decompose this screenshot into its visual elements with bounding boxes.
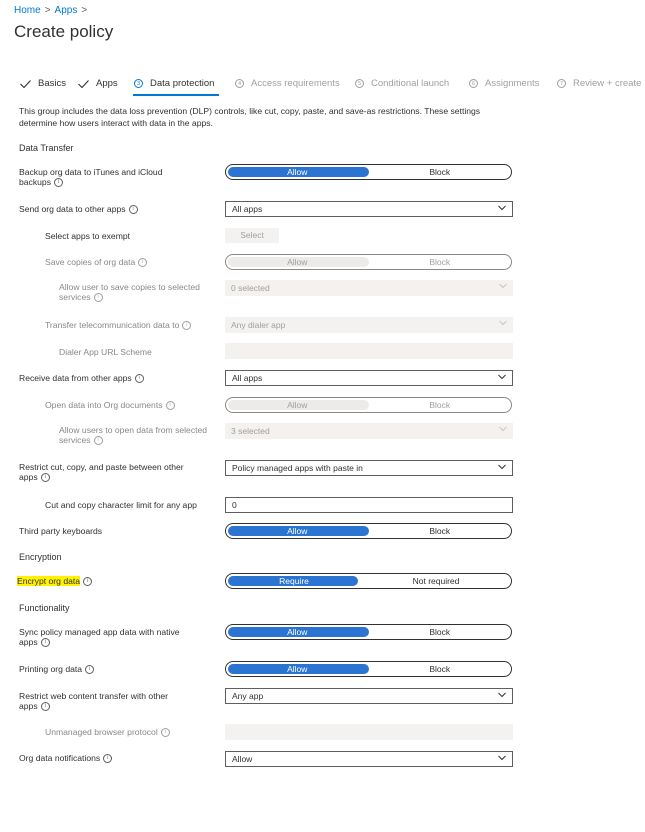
telecom-label xyxy=(45,320,191,330)
tab-label: Data protection xyxy=(150,78,215,89)
sync-label xyxy=(19,627,194,647)
notifications-dropdown[interactable] xyxy=(225,751,513,767)
info-icon[interactable]: i xyxy=(161,728,170,737)
receive-dropdown[interactable] xyxy=(225,370,513,386)
receive-label xyxy=(19,373,144,383)
tab-access-requirements[interactable] xyxy=(235,78,340,89)
breadcrumb-apps-link[interactable]: Apps xyxy=(54,5,78,16)
dropdown-value: Any dialer app xyxy=(231,320,286,330)
breadcrumb-home-link[interactable]: Home xyxy=(14,5,41,16)
dropdown-value: Allow xyxy=(232,754,253,764)
toggle-option-block[interactable]: Block xyxy=(429,167,451,177)
dropdown-value: All apps xyxy=(232,204,263,214)
receive-label-text: Receive data from other apps xyxy=(19,373,132,383)
open-into-label xyxy=(45,400,175,410)
restrict-ccp-label-text: Restrict cut, copy, and paste between other apps xyxy=(19,462,184,482)
chevron-down-icon xyxy=(499,283,507,289)
allow-save-dropdown[interactable] xyxy=(225,280,513,296)
restrict-ccp-dropdown[interactable] xyxy=(225,460,513,476)
chevron-right-icon: > xyxy=(81,5,88,16)
step-number: 5 xyxy=(355,79,364,88)
dropdown-value: 3 selected xyxy=(231,426,270,436)
allow-open-dropdown[interactable] xyxy=(225,423,513,439)
chevron-down-icon xyxy=(499,426,507,432)
info-icon[interactable]: i xyxy=(166,401,175,410)
info-icon[interactable]: i xyxy=(103,754,112,763)
encrypt-label xyxy=(17,576,92,586)
dropdown-value: 0 selected xyxy=(231,283,270,293)
tab-apps[interactable] xyxy=(78,78,118,89)
toggle-option-allow[interactable]: Allow xyxy=(287,664,308,674)
toggle-option-block[interactable]: Block xyxy=(429,400,451,410)
web-content-label-text: Restrict web content transfer with other apps xyxy=(19,691,169,711)
backup-label-text: Backup org data to iTunes and iCloud backups xyxy=(19,167,163,187)
notifications-label xyxy=(19,753,112,763)
info-icon[interactable]: i xyxy=(94,436,103,445)
info-icon[interactable]: i xyxy=(41,638,50,647)
active-tab-indicator xyxy=(133,94,219,96)
chevron-down-icon xyxy=(498,692,506,698)
web-content-dropdown[interactable] xyxy=(225,688,513,704)
toggle-option-block[interactable]: Block xyxy=(429,257,451,267)
chevron-down-icon xyxy=(498,464,506,470)
info-icon[interactable]: i xyxy=(182,321,191,330)
toggle-option-not-required[interactable]: Not required xyxy=(412,576,460,586)
allow-open-label-text: Allow users to open data from selected services xyxy=(59,425,208,445)
send-label-text: Send org data to other apps xyxy=(19,204,126,214)
section-heading-data-transfer: Data Transfer xyxy=(19,143,74,153)
dialer-label: Dialer App URL Scheme xyxy=(59,347,152,357)
sync-label-text: Sync policy managed app data with native apps xyxy=(19,627,180,647)
restrict-ccp-label xyxy=(19,462,194,482)
save-copies-toggle[interactable] xyxy=(225,254,512,270)
info-icon[interactable]: i xyxy=(135,374,144,383)
checkmark-icon xyxy=(20,80,31,88)
chevron-down-icon xyxy=(498,755,506,761)
notifications-label-text: Org data notifications xyxy=(19,753,101,763)
char-limit-input[interactable]: 0 xyxy=(225,497,513,513)
tab-label: Assignments xyxy=(485,78,540,89)
info-icon[interactable]: i xyxy=(94,293,103,302)
info-icon[interactable]: i xyxy=(54,178,63,187)
telecom-dropdown[interactable] xyxy=(225,317,513,333)
toggle-option-allow[interactable]: Allow xyxy=(287,627,308,637)
toggle-option-allow[interactable]: Allow xyxy=(287,526,308,536)
save-copies-label xyxy=(45,257,147,267)
encrypt-label-text: Encrypt org data xyxy=(17,576,81,586)
info-icon[interactable]: i xyxy=(83,577,92,586)
tab-basics[interactable] xyxy=(20,78,66,89)
wizard-steps xyxy=(14,78,645,92)
tab-conditional-launch[interactable] xyxy=(355,78,449,89)
save-copies-label-text: Save copies of org data xyxy=(45,257,136,267)
tab-data-protection[interactable] xyxy=(134,78,214,89)
select-apps-button[interactable]: Select xyxy=(225,228,279,243)
tab-assignments[interactable] xyxy=(469,78,539,89)
dialer-url-input[interactable] xyxy=(225,343,513,359)
tab-label: Basics xyxy=(38,78,66,89)
char-limit-label: Cut and copy character limit for any app xyxy=(45,500,197,510)
browser-protocol-label-text: Unmanaged browser protocol xyxy=(45,727,158,737)
browser-protocol-label xyxy=(45,727,170,737)
chevron-down-icon xyxy=(498,205,506,211)
printing-label-text: Printing org data xyxy=(19,664,83,674)
step-number: 7 xyxy=(557,79,566,88)
telecom-label-text: Transfer telecommunication data to xyxy=(45,320,180,330)
printing-label xyxy=(19,664,94,674)
section-heading-functionality: Functionality xyxy=(19,603,70,613)
tab-label: Review + create xyxy=(573,78,642,89)
backup-toggle[interactable] xyxy=(225,164,512,180)
info-icon[interactable]: i xyxy=(138,258,147,267)
keyboards-label: Third party keyboards xyxy=(19,526,103,536)
step-number: 3 xyxy=(134,79,143,88)
info-icon[interactable]: i xyxy=(129,205,138,214)
tab-label: Conditional launch xyxy=(371,78,450,89)
open-into-label-text: Open data into Org documents xyxy=(45,400,163,410)
dropdown-value: Policy managed apps with paste in xyxy=(232,463,363,473)
exempt-label: Select apps to exempt xyxy=(45,231,131,241)
checkmark-icon xyxy=(78,80,89,88)
chevron-right-icon: > xyxy=(44,5,51,16)
toggle-option-allow[interactable]: Allow xyxy=(287,400,308,410)
step-number: 4 xyxy=(235,79,244,88)
send-dropdown[interactable] xyxy=(225,201,513,217)
printing-toggle[interactable] xyxy=(225,661,512,677)
page-title: Create policy xyxy=(14,22,114,41)
backup-label xyxy=(19,167,189,187)
dropdown-value: Any app xyxy=(232,691,264,701)
info-icon[interactable]: i xyxy=(41,473,50,482)
allow-open-label xyxy=(59,425,219,445)
breadcrumb xyxy=(14,5,91,16)
keyboards-toggle[interactable] xyxy=(225,523,512,539)
tab-label: Access requirements xyxy=(251,78,340,89)
chevron-down-icon xyxy=(499,320,507,326)
toggle-option-block[interactable]: Block xyxy=(429,664,451,674)
chevron-down-icon xyxy=(498,374,506,380)
toggle-option-require[interactable]: Require xyxy=(279,576,309,586)
toggle-option-block[interactable]: Block xyxy=(429,627,451,637)
step-number: 6 xyxy=(469,79,478,88)
section-heading-encryption: Encryption xyxy=(19,552,62,562)
info-icon[interactable]: i xyxy=(85,665,94,674)
tab-review-create[interactable] xyxy=(557,78,641,89)
sync-toggle[interactable] xyxy=(225,624,512,640)
toggle-option-block[interactable]: Block xyxy=(429,526,451,536)
section-description: This group includes the data loss prevention (DLP) controls, like cut, copy, paste, and save-as restrictions. These settings determine how users interact with data in the apps. xyxy=(19,106,481,128)
toggle-option-allow[interactable]: Allow xyxy=(287,257,308,267)
allow-save-label xyxy=(59,282,209,302)
browser-protocol-input[interactable] xyxy=(225,724,513,740)
allow-save-label-text: Allow user to save copies to selected services xyxy=(59,282,200,302)
open-into-toggle[interactable] xyxy=(225,397,512,413)
info-icon[interactable]: i xyxy=(41,702,50,711)
send-label xyxy=(19,204,138,214)
encrypt-toggle[interactable] xyxy=(225,573,512,589)
toggle-option-allow[interactable]: Allow xyxy=(287,167,308,177)
tab-label: Apps xyxy=(96,78,118,89)
dropdown-value: All apps xyxy=(232,373,263,383)
web-content-label xyxy=(19,691,184,711)
